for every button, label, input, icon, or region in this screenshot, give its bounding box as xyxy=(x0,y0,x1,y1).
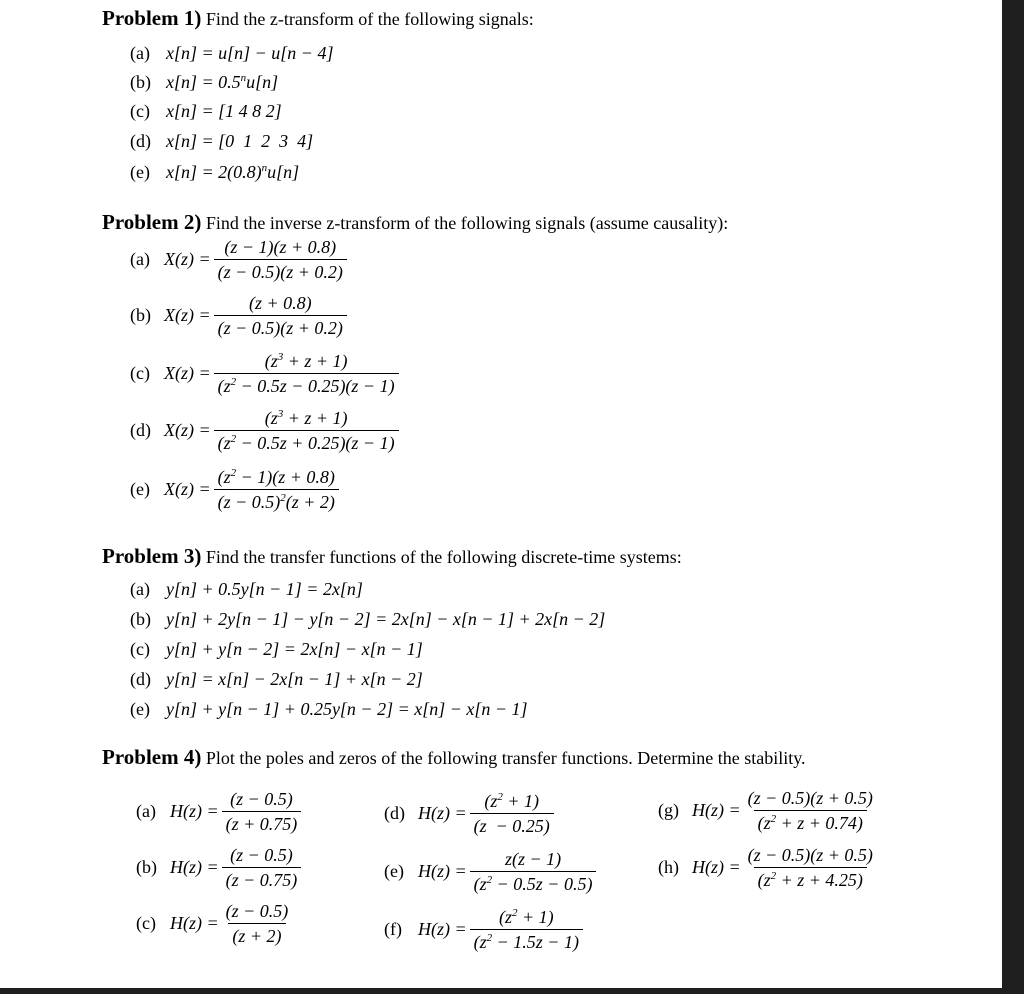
problem-number: Problem 4) xyxy=(102,745,202,769)
problem-number: Problem 2) xyxy=(102,210,202,234)
problem-2-item-e xyxy=(130,466,339,513)
denominator: (z + 2) xyxy=(228,923,285,947)
item-label: (a) xyxy=(136,801,156,821)
item-label: (d) xyxy=(384,803,405,823)
problem-4-item-b xyxy=(136,844,301,891)
item-label: (b) xyxy=(136,857,157,877)
fraction xyxy=(470,848,597,895)
function-lhs: X(z) = xyxy=(164,420,211,440)
item-label: (d) xyxy=(130,131,151,151)
problem-2-item-a xyxy=(130,236,347,283)
equation: y[n] + 0.5y[n − 1] = 2x[n] xyxy=(166,579,363,599)
denominator: $(z^2 - 1.5z - 1)$ xyxy=(470,929,583,953)
problem-4-item-e xyxy=(384,848,596,895)
fraction xyxy=(744,787,877,834)
denominator: (z − 0.5)(z + 0.2) xyxy=(214,259,347,283)
function-lhs: H(z) = xyxy=(170,913,219,933)
numerator: (z − 0.5) xyxy=(225,901,289,921)
problem-4-item-f xyxy=(384,906,583,953)
fraction xyxy=(214,292,347,339)
numerator: (z − 0.5)(z + 0.5) xyxy=(747,845,873,865)
problem-instruction: Plot the poles and zeros of the following transfer functions. Determine the stability. xyxy=(205,748,806,768)
function-lhs: X(z) = xyxy=(164,249,211,269)
fraction xyxy=(222,900,293,947)
equation: y[n] + 2y[n − 1] − y[n − 2] = 2x[n] − x[n − 1] + 2x[n − 2] xyxy=(166,609,606,629)
numerator: $(z^2 - 1)(z + 0.8)$ xyxy=(217,467,335,487)
problem-3-item-b xyxy=(130,608,605,630)
function-lhs: H(z) = xyxy=(170,857,219,877)
denominator: (z − 0.25) xyxy=(470,813,554,837)
problem-2-item-c xyxy=(130,350,399,397)
problem-1-item-a xyxy=(130,42,333,64)
problem-instruction: Find the transfer functions of the following discrete-time systems: xyxy=(205,547,682,567)
numerator: $(z^2 + 1)$ xyxy=(484,791,540,811)
item-label: (a) xyxy=(130,43,150,63)
item-label: (e) xyxy=(130,699,150,719)
equation: $x[n] = 0.5^nu[n]$ xyxy=(166,72,279,92)
item-label: (e) xyxy=(130,162,150,182)
fraction xyxy=(744,844,877,891)
denominator: $(z^2 - 0.5z - 0.25)(z - 1)$ xyxy=(214,373,399,397)
problem-2-item-b xyxy=(130,292,347,339)
item-label: (a) xyxy=(130,249,150,269)
function-lhs: H(z) = xyxy=(418,803,467,823)
problem-number: Problem 1) xyxy=(102,6,202,30)
equation: y[n] + y[n − 2] = 2x[n] − x[n − 1] xyxy=(166,639,423,659)
fraction xyxy=(470,790,554,837)
item-label: (c) xyxy=(130,639,150,659)
item-label: (e) xyxy=(130,479,150,499)
problem-3-item-c xyxy=(130,638,423,660)
problem-4-heading xyxy=(102,745,806,770)
problem-1-item-e xyxy=(130,161,299,183)
item-label: (c) xyxy=(130,101,150,121)
problem-2-item-d xyxy=(130,407,399,454)
numerator: (z − 0.5) xyxy=(230,845,293,865)
equation: $x[n] = 2(0.8)^nu[n]$ xyxy=(166,162,300,182)
function-lhs: X(z) = xyxy=(164,479,211,499)
item-label: (d) xyxy=(130,669,151,689)
problem-4-item-d xyxy=(384,790,554,837)
problem-1-item-b xyxy=(130,71,278,93)
fraction xyxy=(214,407,399,454)
denominator: $(z^2 - 0.5z - 0.5)$ xyxy=(470,871,597,895)
problem-2-heading xyxy=(102,210,728,235)
equation: x[n] = [1 4 8 2] xyxy=(166,101,282,121)
function-lhs: H(z) = xyxy=(418,861,467,881)
denominator: $(z^2 + z + 0.74)$ xyxy=(754,810,867,834)
problem-1-item-d xyxy=(130,130,313,152)
function-lhs: H(z) = xyxy=(692,800,741,820)
denominator: (z − 0.75) xyxy=(222,867,302,891)
numerator: (z − 0.5) xyxy=(230,789,293,809)
function-lhs: H(z) = xyxy=(170,801,219,821)
denominator: $(z^2 + z + 4.25)$ xyxy=(754,867,867,891)
problem-instruction: Find the z-transform of the following signals: xyxy=(205,9,534,29)
bottom-border-bar xyxy=(0,988,1024,994)
fraction xyxy=(214,466,339,513)
problem-1-item-c xyxy=(130,100,282,122)
problem-1-heading xyxy=(102,6,534,31)
item-label: (g) xyxy=(658,800,679,820)
problem-4-item-h xyxy=(658,844,877,891)
fraction xyxy=(470,906,583,953)
denominator: (z − 0.5)(z + 0.2) xyxy=(214,315,347,339)
function-lhs: H(z) = xyxy=(692,857,741,877)
item-label: (b) xyxy=(130,609,151,629)
denominator: $(z^2 - 0.5z + 0.25)(z - 1)$ xyxy=(214,430,399,454)
problem-number: Problem 3) xyxy=(102,544,202,568)
problem-instruction: Find the inverse z-transform of the following signals (assume causality): xyxy=(205,213,729,233)
equation: x[n] = [0 1 2 3 4] xyxy=(166,131,314,151)
numerator: $(z^3 + z + 1)$ xyxy=(264,408,348,428)
function-lhs: X(z) = xyxy=(164,305,211,325)
equation: y[n] = x[n] − 2x[n − 1] + x[n − 2] xyxy=(166,669,423,689)
item-label: (d) xyxy=(130,420,151,440)
item-label: (f) xyxy=(384,919,402,939)
fraction xyxy=(222,788,302,835)
function-lhs: X(z) = xyxy=(164,363,211,383)
numerator: $(z^2 + 1)$ xyxy=(498,907,554,927)
equation: y[n] + y[n − 1] + 0.25y[n − 2] = x[n] − x[n − 1] xyxy=(166,699,528,719)
problem-4-item-a xyxy=(136,788,301,835)
numerator: z(z − 1) xyxy=(504,849,562,869)
numerator: (z + 0.8) xyxy=(248,293,312,313)
function-lhs: H(z) = xyxy=(418,919,467,939)
item-label: (b) xyxy=(130,72,151,92)
right-border-bar xyxy=(1002,0,1024,994)
fraction xyxy=(214,350,399,397)
problem-3-heading xyxy=(102,544,682,569)
item-label: (e) xyxy=(384,861,404,881)
item-label: (a) xyxy=(130,579,150,599)
problem-4-item-c xyxy=(136,900,292,947)
problem-4-item-g xyxy=(658,787,877,834)
numerator: (z − 1)(z + 0.8) xyxy=(224,237,337,257)
denominator: (z + 0.75) xyxy=(222,811,302,835)
fraction xyxy=(214,236,347,283)
denominator: $(z - 0.5)^2(z + 2)$ xyxy=(214,489,339,513)
item-label: (h) xyxy=(658,857,679,877)
item-label: (b) xyxy=(130,305,151,325)
problem-3-item-a xyxy=(130,578,363,600)
equation: x[n] = u[n] − u[n − 4] xyxy=(166,43,334,63)
problem-3-item-d xyxy=(130,668,423,690)
numerator: $(z^3 + z + 1)$ xyxy=(264,351,348,371)
fraction xyxy=(222,844,302,891)
item-label: (c) xyxy=(136,913,156,933)
numerator: (z − 0.5)(z + 0.5) xyxy=(747,788,873,808)
problem-3-item-e xyxy=(130,698,528,720)
item-label: (c) xyxy=(130,363,150,383)
